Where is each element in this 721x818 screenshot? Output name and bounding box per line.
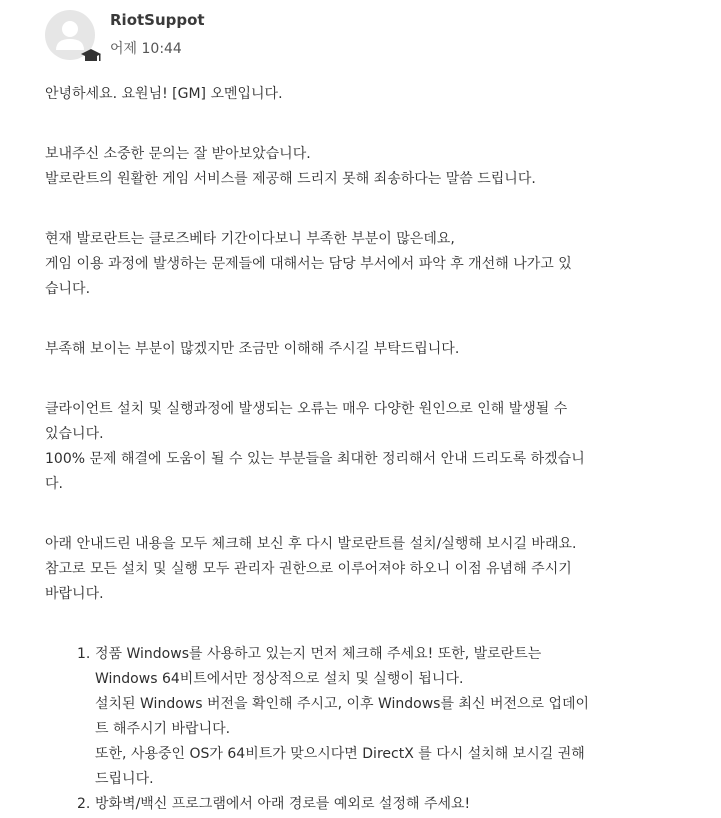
paragraph-line: 있습니다. [45,426,104,442]
message-paragraph [45,532,665,607]
graduation-cap-icon [81,49,101,61]
user-avatar-icon[interactable] [45,10,95,60]
message-paragraph [45,227,665,302]
message-timestamp: 어제 10:44 [110,41,182,57]
message-body [45,82,665,817]
paragraph-line: 참고로 모든 설치 및 실행 모두 관리자 권한으로 이루어져야 하오니 이점 유념해 주시기 [45,561,572,577]
step-number: 1. [77,646,91,662]
message-paragraph [45,142,665,192]
author-name[interactable]: RiotSuppot [110,11,205,29]
step-line: 방화벽/백신 프로그램에서 아래 경로를 예외로 설정해 주세요! [95,796,471,812]
step-item [77,792,665,817]
paragraph-line: 게임 이용 과정에 발생하는 문제들에 대해서는 담당 부서에서 파악 후 개선해 나가고 있 [45,256,572,272]
paragraph-line: 클라이언트 설치 및 실행과정에 발생되는 오류는 매우 다양한 원인으로 인해 발생될 수 [45,401,568,417]
step-line: 설치된 Windows 버전을 확인해 주시고, 이후 Windows를 최신 버전으로 업데이 [95,696,590,712]
message-header [45,10,685,60]
step-line: 정품 Windows를 사용하고 있는지 먼저 체크해 주세요! 또한, 발로란트는 [95,646,542,662]
step-line: Windows 64비트에서만 정상적으로 설치 및 실행이 됩니다. [95,671,464,687]
message-paragraph [45,337,665,362]
paragraph-line: 현재 발로란트는 클로즈베타 기간이다보니 부족한 부분이 많은데요, [45,231,455,247]
paragraph-line: 발로란트의 원활한 게임 서비스를 제공해 드리지 못해 죄송하다는 말씀 드립니다. [45,171,536,187]
steps-list [45,642,665,817]
paragraph-line: 안녕하세요. 요원님! [GM] 오멘입니다. [45,86,283,102]
step-line: 또한, 사용중인 OS가 64비트가 맞으시다면 DirectX 를 다시 설치해 보시길 권해 [95,746,585,762]
paragraph-line: 부족해 보이는 부분이 많겠지만 조금만 이해해 주시길 부탁드립니다. [45,341,460,357]
paragraph-line: 아래 안내드린 내용을 모두 체크해 보신 후 다시 발로란트를 설치/실행해 보시길 바래요. [45,536,577,552]
paragraph-line: 습니다. [45,281,91,297]
paragraph-line: 보내주신 소중한 문의는 잘 받아보았습니다. [45,146,311,162]
step-number: 2. [77,796,91,812]
message-paragraph [45,82,665,107]
paragraph-line: 다. [45,476,63,492]
step-item [77,642,665,792]
step-line: 트 해주시기 바랍니다. [95,721,231,737]
paragraph-line: 바랍니다. [45,586,104,602]
paragraph-line: 100% 문제 해결에 도움이 될 수 있는 부분들을 최대한 정리해서 안내 드리도록 하겠습니 [45,451,585,467]
step-line: 드립니다. [95,771,154,787]
message-paragraph [45,397,665,497]
